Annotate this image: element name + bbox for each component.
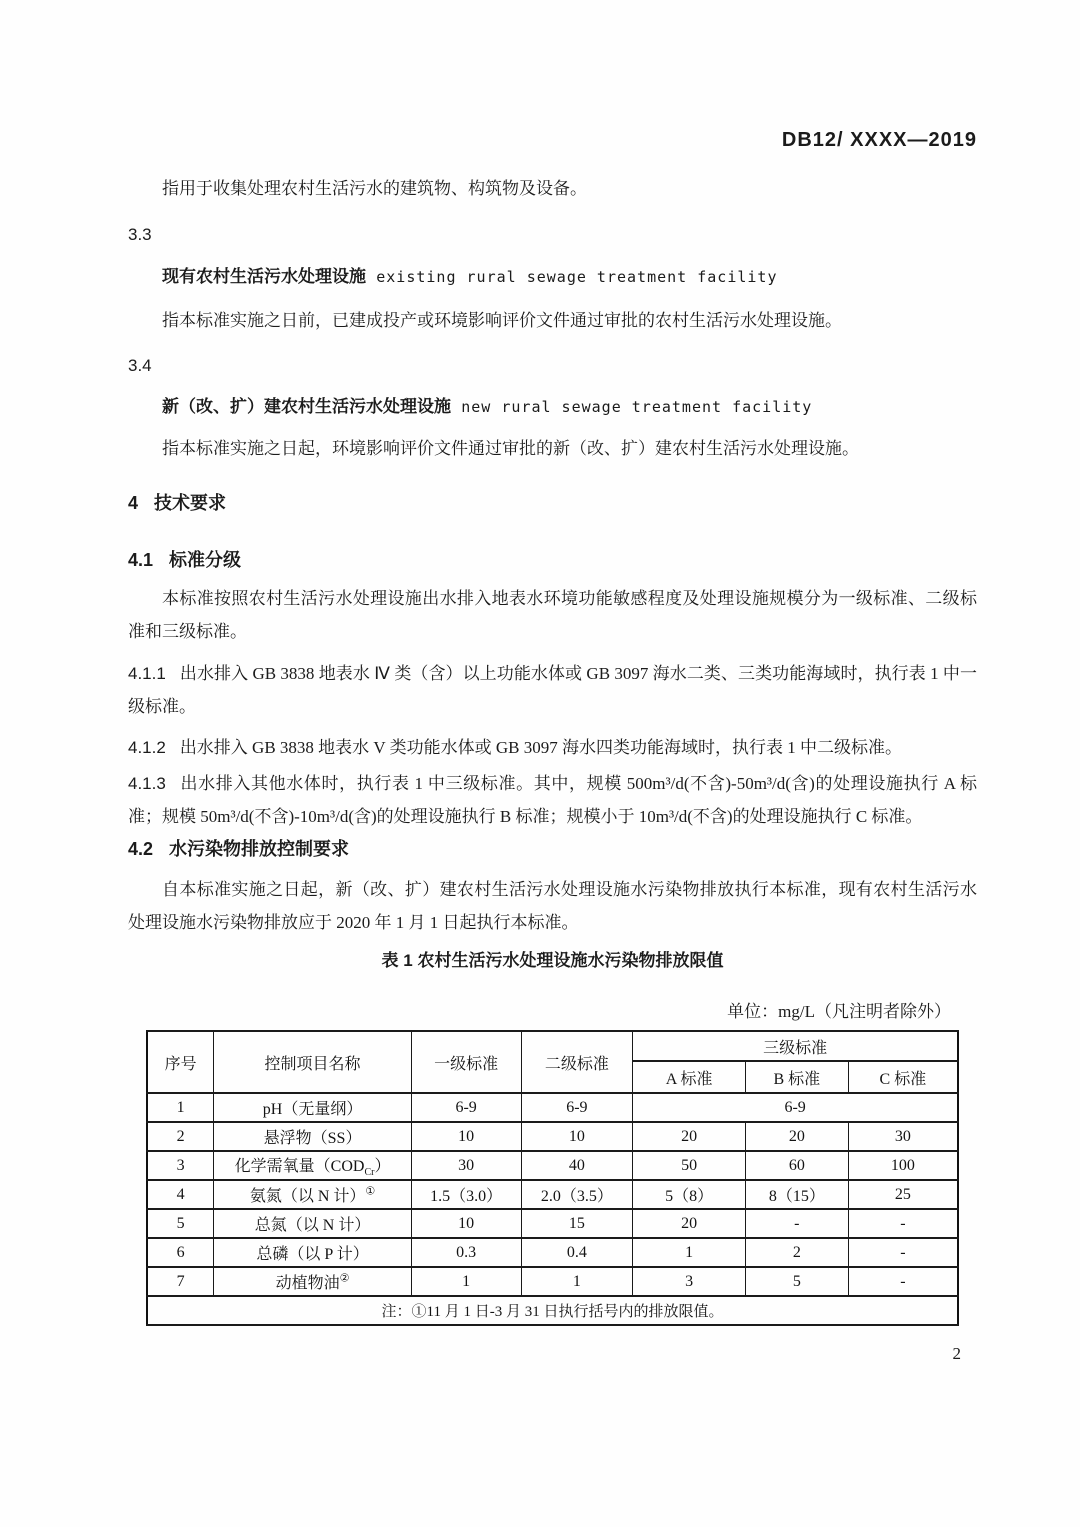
standard-a-value: 20 <box>633 1122 746 1151</box>
row-index: 5 <box>147 1209 214 1238</box>
row-index: 1 <box>147 1093 214 1122</box>
emission-limits-table <box>146 1030 959 1326</box>
paragraph-facility-definition: 指用于收集处理农村生活污水的建筑物、构筑物及设备。 <box>162 179 587 198</box>
level2-value: 2.0（3.5） <box>521 1180 633 1209</box>
standard-c-value: - <box>848 1209 958 1238</box>
doc-number-header: DB12/ XXXX—2019 <box>781 129 977 151</box>
section-title: 技术要求 <box>154 493 227 513</box>
section-4-2-heading <box>128 834 977 865</box>
column-header-standard-a: A 标准 <box>633 1061 746 1093</box>
level2-value: 1 <box>521 1267 633 1296</box>
column-header-level2: 二级标准 <box>521 1031 633 1093</box>
column-header-standard-b: B 标准 <box>745 1061 848 1093</box>
table-row-total-phosphorus <box>147 1238 958 1267</box>
standard-a-value: 1 <box>633 1238 746 1267</box>
level1-value: 30 <box>411 1151 521 1180</box>
clause-text: 出水排入 GB 3838 地表水 V 类功能水体或 GB 3097 海水四类功能海域时，执行表 1 中二级标准。 <box>179 738 903 757</box>
row-index: 7 <box>147 1267 214 1296</box>
item-name: pH（无量纲） <box>214 1093 411 1122</box>
table-row-ss <box>147 1122 958 1151</box>
row-index: 6 <box>147 1238 214 1267</box>
section-number: 4.2 <box>128 839 154 859</box>
section-title: 标准分级 <box>169 550 242 570</box>
section-number: 4 <box>128 493 139 513</box>
column-header-index: 序号 <box>147 1031 214 1093</box>
term-zh: 新（改、扩）建农村生活污水处理设施 <box>162 397 451 416</box>
term-heading-existing-facility <box>128 260 977 294</box>
row-index: 4 <box>147 1180 214 1209</box>
level1-value: 0.3 <box>411 1238 521 1267</box>
page-number: 2 <box>952 1344 961 1363</box>
level2-value: 0.4 <box>521 1238 633 1267</box>
standard-a-value: 20 <box>633 1209 746 1238</box>
footnote-2-marker: ② <box>339 1272 350 1285</box>
column-header-standard-c: C 标准 <box>848 1061 958 1093</box>
level1-value: 1 <box>411 1267 521 1296</box>
level2-value: 6-9 <box>521 1093 633 1122</box>
table-row-ph <box>147 1093 958 1122</box>
term-en: existing rural sewage treatment facility <box>376 268 778 286</box>
item-name: 化学需氧量$(COD_{Cr})$ <box>214 1151 411 1180</box>
level2-value: 15 <box>521 1209 633 1238</box>
paragraph-new-facility-definition: 指本标准实施之日起，环境影响评价文件通过审批的新（改、扩）建农村生活污水处理设施。 <box>162 439 859 458</box>
standard-c-value: - <box>848 1267 958 1296</box>
standard-c-value: 25 <box>848 1180 958 1209</box>
item-name: 氨氮（以 N 计）① <box>214 1180 411 1209</box>
column-header-level3: 三级标准 <box>633 1031 958 1061</box>
section-3-3-number: 3.3 <box>128 225 152 244</box>
table-row-total-nitrogen <box>147 1209 958 1238</box>
standard-b-value: 5 <box>745 1267 848 1296</box>
standard-c-value: - <box>848 1238 958 1267</box>
level2-value: 10 <box>521 1122 633 1151</box>
item-name: 总氮（以 N 计） <box>214 1209 411 1238</box>
standard-a-value: 3 <box>633 1267 746 1296</box>
term-zh: 现有农村生活污水处理设施 <box>162 267 366 286</box>
section-3-4-number: 3.4 <box>128 356 152 375</box>
level1-value: 1.5（3.0） <box>411 1180 521 1209</box>
standard-c-value: 100 <box>848 1151 958 1180</box>
standard-b-value: 8（15） <box>745 1180 848 1209</box>
level1-value: 6-9 <box>411 1093 521 1122</box>
cod-subscript: Cr <box>364 1167 375 1179</box>
clause-text: 出水排入 GB 3838 地表水 Ⅳ 类（含）以上功能水体或 GB 3097 海水二类、三类功能海域时，执行表 1 中一级标准。 <box>128 664 977 716</box>
table-unit-note: 单位：mg/L（凡注明者除外） <box>727 1002 951 1021</box>
paragraph-existing-facility-definition: 指本标准实施之日前，已建成投产或环境影响评价文件通过审批的农村生活污水处理设施。 <box>162 311 842 330</box>
clause-text: 出水排入其他水体时，执行表 1 中三级标准。其中，规模 500m³/d(不含)-50m³/d(含)的处理设施执行 A 标准；规模 50m³/d(不含)-10m³/d(含)的处理设施执行 B 标准；规模小于 10m³/d(不含)的处理设施执行 C 标准。 <box>128 774 977 826</box>
table-note-row <box>147 1296 958 1325</box>
clause-number: 4.1.3 <box>128 774 166 793</box>
table-footnote: 注：①11 月 1 日-3 月 31 日执行括号内的排放限值。 <box>147 1296 958 1325</box>
paragraph-emission-control: 自本标准实施之日起，新（改、扩）建农村生活污水处理设施水污染物排放执行本标准，现有农村生活污水处理设施水污染物排放应于 2020 年 1 月 1 日起执行本标准。 <box>128 880 977 932</box>
row-index: 3 <box>147 1151 214 1180</box>
standard-a-value: 5（8） <box>633 1180 746 1209</box>
term-heading-new-facility <box>128 390 977 424</box>
section-title: 水污染物排放控制要求 <box>169 839 350 859</box>
table-row-animal-vegetable-oil <box>147 1267 958 1296</box>
standard-b-value: 2 <box>745 1238 848 1267</box>
level3-merged-value: 6-9 <box>633 1093 958 1122</box>
table-row-ammonia-nitrogen <box>147 1180 958 1209</box>
standard-a-value: 50 <box>633 1151 746 1180</box>
standard-b-value: - <box>745 1209 848 1238</box>
standard-c-value: 30 <box>848 1122 958 1151</box>
item-name: 动植物油② <box>214 1267 411 1296</box>
clause-number: 4.1.1 <box>128 664 166 683</box>
standard-b-value: 20 <box>745 1122 848 1151</box>
table-row-cod <box>147 1151 958 1180</box>
section-4-heading <box>128 488 977 519</box>
item-name: 悬浮物（SS） <box>214 1122 411 1151</box>
level1-value: 10 <box>411 1209 521 1238</box>
level1-value: 10 <box>411 1122 521 1151</box>
clause-4-1-2 <box>128 731 977 764</box>
section-4-1-heading <box>128 545 977 576</box>
column-header-level1: 一级标准 <box>411 1031 521 1093</box>
column-header-item-name: 控制项目名称 <box>214 1031 411 1093</box>
table-1-caption: 表 1 农村生活污水处理设施水污染物排放限值 <box>381 951 724 970</box>
level2-value: 40 <box>521 1151 633 1180</box>
row-index: 2 <box>147 1122 214 1151</box>
section-number: 4.1 <box>128 550 154 570</box>
clause-number: 4.1.2 <box>128 738 166 757</box>
footnote-1-marker: ① <box>365 1185 376 1198</box>
paragraph-standard-grading: 本标准按照农村生活污水处理设施出水排入地表水环境功能敏感程度及处理设施规模分为一级标准、二级标准和三级标准。 <box>128 589 977 641</box>
clause-4-1-1 <box>128 657 977 723</box>
term-en: new rural sewage treatment facility <box>461 398 813 416</box>
standard-b-value: 60 <box>745 1151 848 1180</box>
item-name: 总磷（以 P 计） <box>214 1238 411 1267</box>
clause-4-1-3 <box>128 767 977 833</box>
